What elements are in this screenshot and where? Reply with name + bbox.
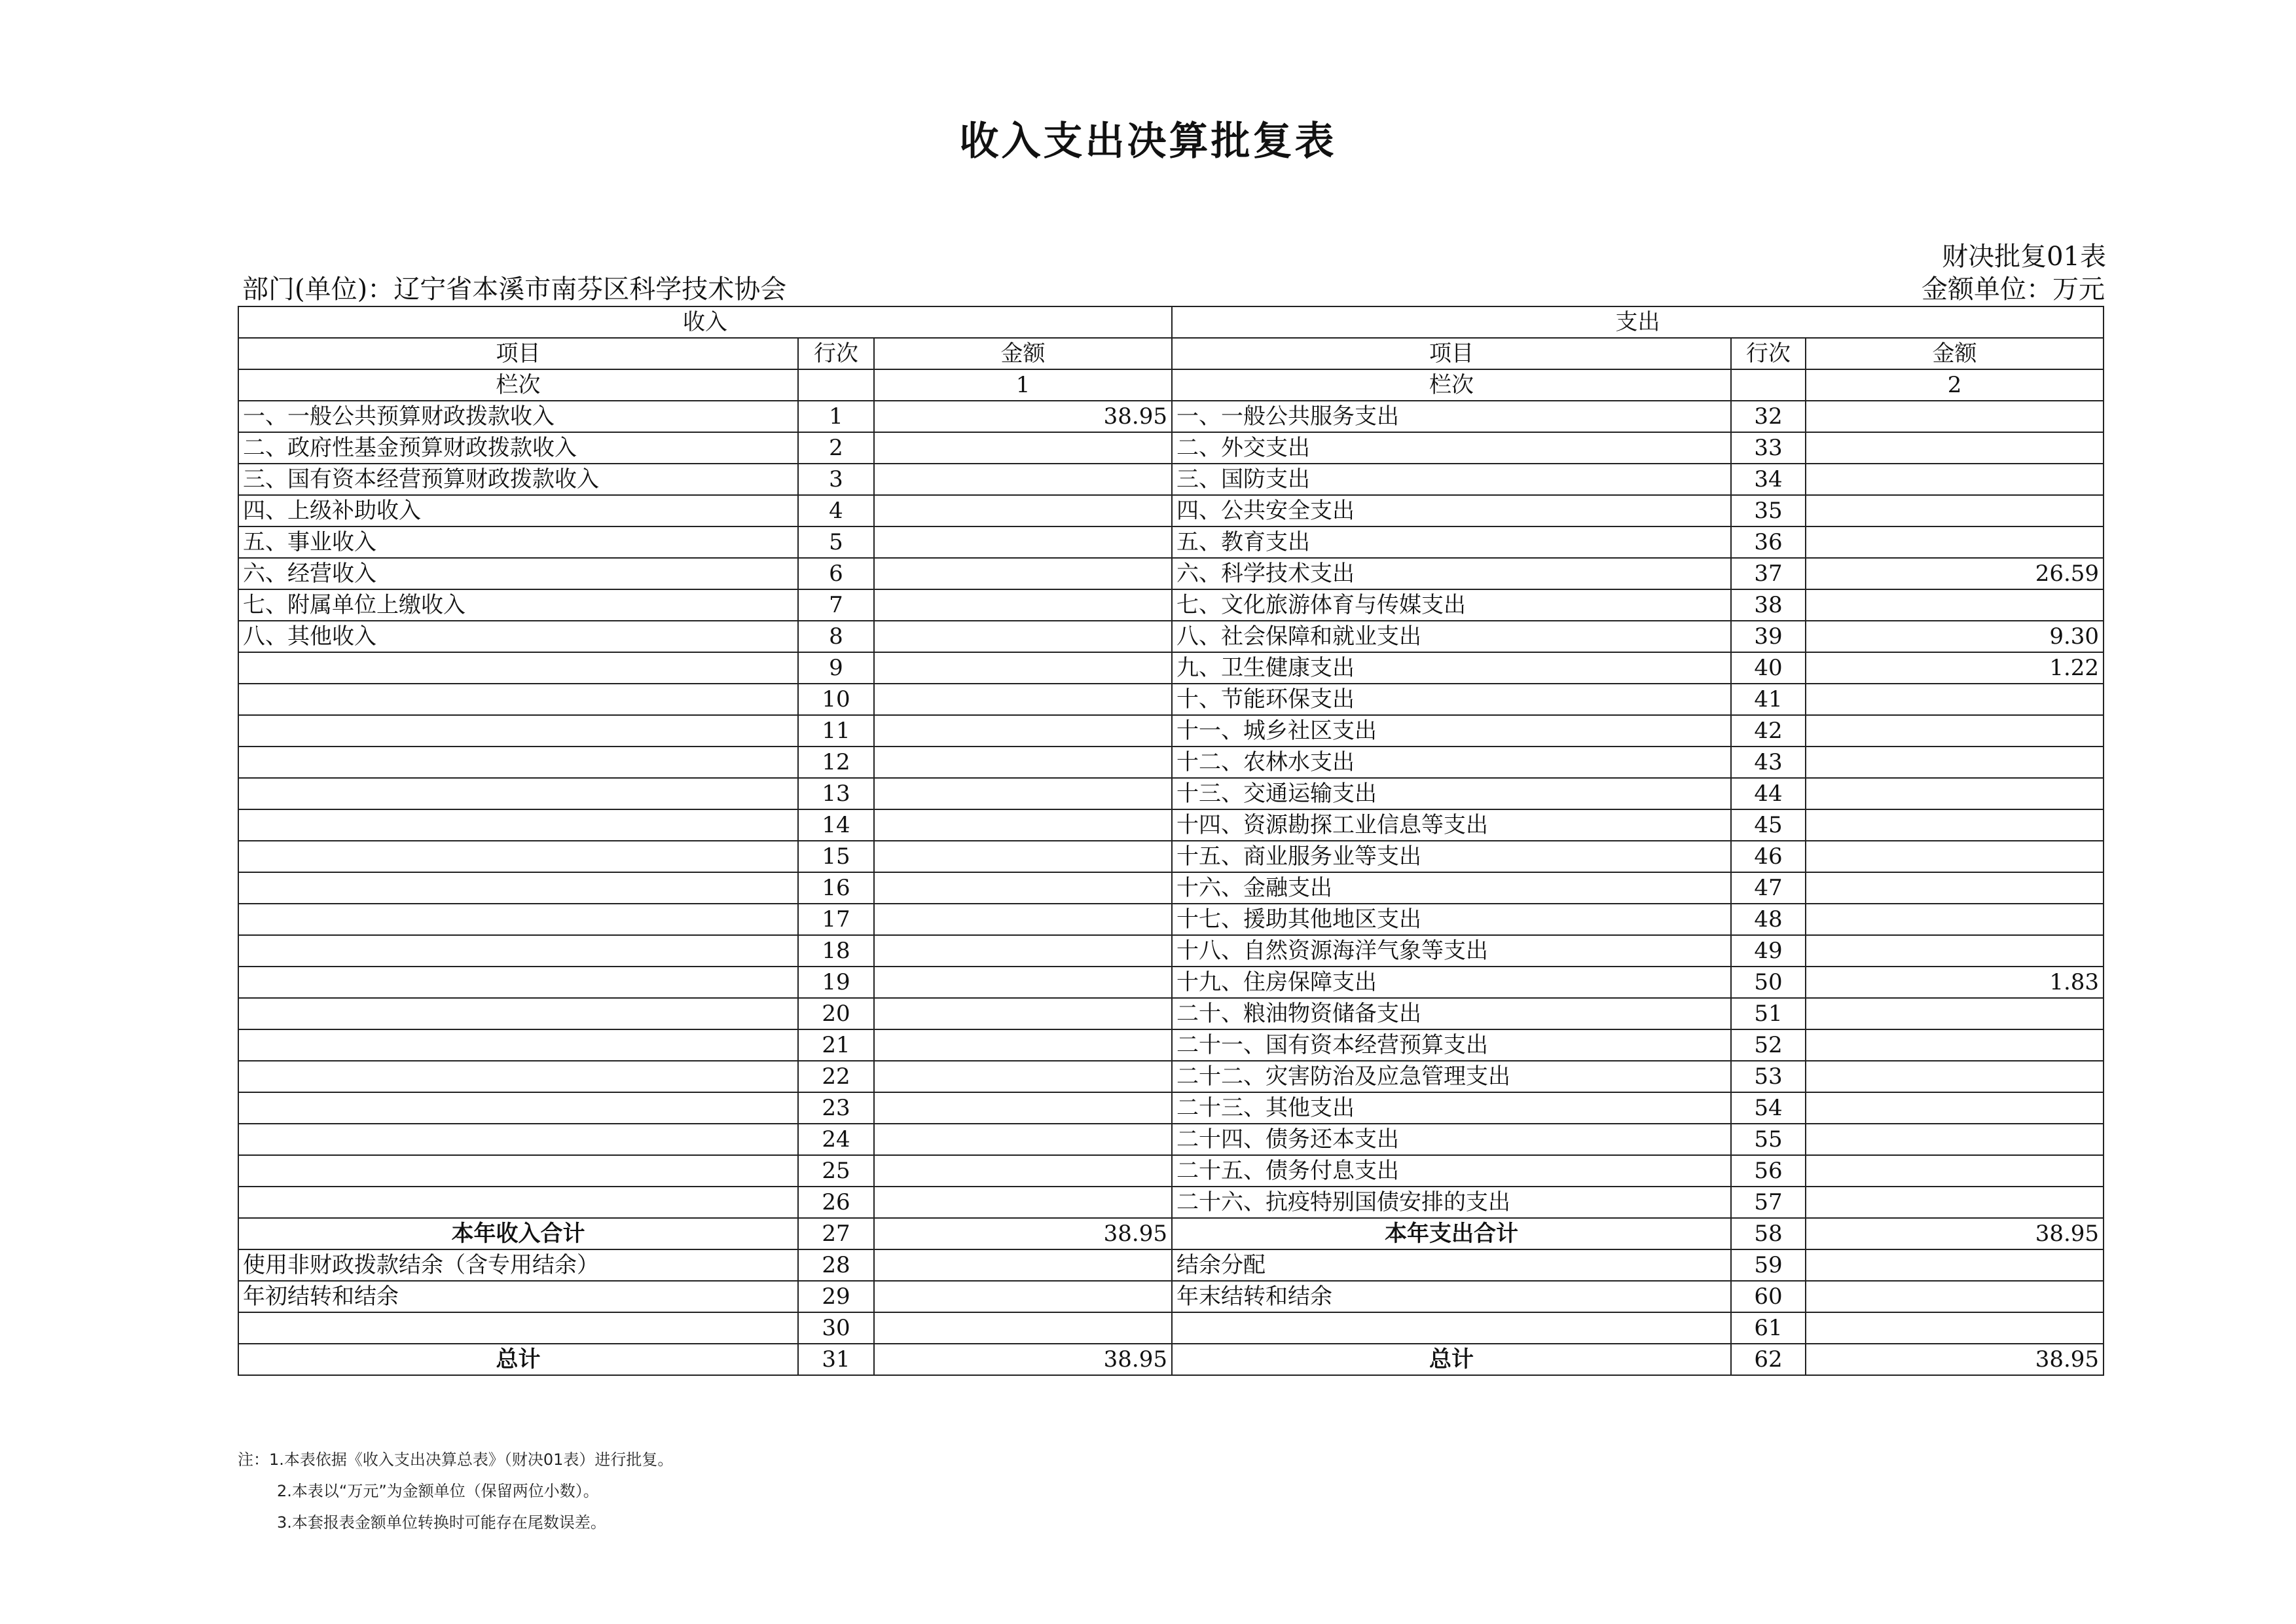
table-row: [238, 967, 2104, 998]
income-amount-cell: [874, 747, 1172, 778]
table-row: [238, 558, 2104, 589]
expense-row-number-cell: 58: [1731, 1218, 1806, 1249]
income-item-cell: [238, 1312, 798, 1344]
table-row: [238, 401, 2104, 432]
income-index-label: 栏次: [238, 369, 798, 401]
income-item-cell: [238, 1124, 798, 1155]
income-amount-cell: [874, 1124, 1172, 1155]
expense-amount-cell: [1806, 872, 2104, 904]
income-row-number-cell: 28: [798, 1249, 874, 1281]
income-amount-cell: [874, 935, 1172, 967]
expense-amount-cell: [1806, 495, 2104, 526]
income-amount-cell: 38.95: [874, 1218, 1172, 1249]
table-row: [238, 1061, 2104, 1092]
table-row: [238, 526, 2104, 558]
expense-amount-cell: [1806, 1281, 2104, 1312]
table-row: [238, 998, 2104, 1029]
income-amount-cell: 38.95: [874, 1344, 1172, 1375]
expense-amount-cell: [1806, 526, 2104, 558]
income-row-number-cell: 27: [798, 1218, 874, 1249]
expense-row-number-cell: 47: [1731, 872, 1806, 904]
table-row: [238, 809, 2104, 841]
expense-item-cell: 二十一、国有资本经营预算支出: [1172, 1029, 1731, 1061]
income-amount-cell: [874, 1092, 1172, 1124]
table-row: [238, 1281, 2104, 1312]
income-row-number-cell: 2: [798, 432, 874, 464]
income-item-cell: [238, 967, 798, 998]
expense-row-number-cell: 38: [1731, 589, 1806, 621]
income-item-cell: [238, 1061, 798, 1092]
expense-row-number-cell: 53: [1731, 1061, 1806, 1092]
expense-amount-cell: [1806, 809, 2104, 841]
income-row-number-cell: 31: [798, 1344, 874, 1375]
expense-row-number-cell: 45: [1731, 809, 1806, 841]
expense-item-cell: 十八、自然资源海洋气象等支出: [1172, 935, 1731, 967]
expense-item-cell: 本年支出合计: [1172, 1218, 1731, 1249]
table-row: [238, 1187, 2104, 1218]
expense-amount-header: 金额: [1806, 338, 2104, 369]
expense-item-cell: 十五、商业服务业等支出: [1172, 841, 1731, 872]
expense-amount-cell: 38.95: [1806, 1344, 2104, 1375]
expense-amount-cell: [1806, 1187, 2104, 1218]
expense-item-cell: 二十、粮油物资储备支出: [1172, 998, 1731, 1029]
expense-item-cell: 十六、金融支出: [1172, 872, 1731, 904]
income-row-number-cell: 19: [798, 967, 874, 998]
department-label: 部门(单位)：辽宁省本溪市南芬区科学技术协会: [242, 274, 787, 304]
income-amount-cell: [874, 998, 1172, 1029]
income-item-cell: [238, 904, 798, 935]
income-item-cell: [238, 747, 798, 778]
income-row-number-cell: 3: [798, 464, 874, 495]
page-title: 收入支出决算批复表: [959, 119, 1337, 164]
income-row-number-cell: 14: [798, 809, 874, 841]
income-index-empty: [798, 369, 874, 401]
expense-item-cell: 总计: [1172, 1344, 1731, 1375]
income-row-number-cell: 6: [798, 558, 874, 589]
expense-row-number-cell: 37: [1731, 558, 1806, 589]
table-row: [238, 715, 2104, 747]
expense-row-number-cell: 59: [1731, 1249, 1806, 1281]
expense-row-number-cell: 35: [1731, 495, 1806, 526]
column-header-row: [238, 338, 2104, 369]
note-3: 3.本套报表金额单位转换时可能存在尾数误差。: [277, 1513, 606, 1532]
income-item-header: 项目: [238, 338, 798, 369]
income-item-cell: [238, 809, 798, 841]
section-header-row: [238, 306, 2104, 338]
income-row-number-cell: 4: [798, 495, 874, 526]
table-row: [238, 432, 2104, 464]
expense-row-number-cell: 51: [1731, 998, 1806, 1029]
income-row-number-cell: 21: [798, 1029, 874, 1061]
income-row-number-cell: 23: [798, 1092, 874, 1124]
table-row: [238, 904, 2104, 935]
expense-item-cell: 结余分配: [1172, 1249, 1731, 1281]
income-amount-cell: [874, 464, 1172, 495]
income-row-number-cell: 13: [798, 778, 874, 809]
income-item-cell: 本年收入合计: [238, 1218, 798, 1249]
income-item-cell: 六、经营收入: [238, 558, 798, 589]
income-amount-cell: [874, 967, 1172, 998]
income-item-cell: 五、事业收入: [238, 526, 798, 558]
income-row-number-cell: 17: [798, 904, 874, 935]
income-amount-cell: [874, 1029, 1172, 1061]
income-row-number-cell: 18: [798, 935, 874, 967]
income-row-number-cell: 20: [798, 998, 874, 1029]
income-row-number-cell: 29: [798, 1281, 874, 1312]
note-2: 2.本表以“万元”为金额单位（保留两位小数）。: [277, 1482, 599, 1500]
income-item-cell: 四、上级补助收入: [238, 495, 798, 526]
income-amount-cell: [874, 621, 1172, 652]
income-row-number-cell: 11: [798, 715, 874, 747]
expense-row-number-cell: 33: [1731, 432, 1806, 464]
income-row-number-cell: 12: [798, 747, 874, 778]
income-item-cell: [238, 872, 798, 904]
expense-item-cell: 五、教育支出: [1172, 526, 1731, 558]
expense-amount-cell: [1806, 432, 2104, 464]
income-amount-cell: [874, 684, 1172, 715]
expense-row-number-cell: 61: [1731, 1312, 1806, 1344]
income-amount-cell: [874, 558, 1172, 589]
table-row: [238, 652, 2104, 684]
expense-row-number-cell: 32: [1731, 401, 1806, 432]
income-row-number-cell: 24: [798, 1124, 874, 1155]
income-item-cell: 二、政府性基金预算财政拨款收入: [238, 432, 798, 464]
expense-item-cell: 十九、住房保障支出: [1172, 967, 1731, 998]
expense-amount-cell: [1806, 589, 2104, 621]
expense-amount-cell: [1806, 1249, 2104, 1281]
expense-amount-cell: [1806, 401, 2104, 432]
expense-amount-cell: [1806, 841, 2104, 872]
expense-row-number-cell: 56: [1731, 1155, 1806, 1187]
income-row-number-cell: 15: [798, 841, 874, 872]
expense-row-number-cell: 57: [1731, 1187, 1806, 1218]
expense-amount-cell: [1806, 1092, 2104, 1124]
expense-item-cell: 十四、资源勘探工业信息等支出: [1172, 809, 1731, 841]
expense-index-empty: [1731, 369, 1806, 401]
income-amount-cell: [874, 872, 1172, 904]
expense-amount-cell: [1806, 1061, 2104, 1092]
income-item-cell: [238, 715, 798, 747]
income-item-cell: [238, 1092, 798, 1124]
income-item-cell: [238, 935, 798, 967]
column-index-row: [238, 369, 2104, 401]
income-amount-cell: [874, 904, 1172, 935]
income-row-number-cell: 16: [798, 872, 874, 904]
table-row: [238, 1249, 2104, 1281]
income-row-number-cell: 10: [798, 684, 874, 715]
expense-amount-cell: [1806, 715, 2104, 747]
income-col-number: 1: [874, 369, 1172, 401]
expense-item-cell: 二十五、债务付息支出: [1172, 1155, 1731, 1187]
expense-col-number: 2: [1806, 369, 2104, 401]
table-row: [238, 872, 2104, 904]
income-item-cell: 三、国有资本经营预算财政拨款收入: [238, 464, 798, 495]
income-item-cell: [238, 778, 798, 809]
expense-item-cell: 年末结转和结余: [1172, 1281, 1731, 1312]
expense-row-number-cell: 54: [1731, 1092, 1806, 1124]
expense-item-header: 项目: [1172, 338, 1731, 369]
income-amount-cell: 38.95: [874, 401, 1172, 432]
table-row: [238, 1155, 2104, 1187]
table-row: [238, 1029, 2104, 1061]
expense-item-cell: 十一、城乡社区支出: [1172, 715, 1731, 747]
income-row-number-cell: 25: [798, 1155, 874, 1187]
expense-item-cell: 九、卫生健康支出: [1172, 652, 1731, 684]
expense-row-number-cell: 39: [1731, 621, 1806, 652]
table-row: [238, 495, 2104, 526]
expense-row-number-cell: 55: [1731, 1124, 1806, 1155]
expense-row-number-cell: 42: [1731, 715, 1806, 747]
expense-item-cell: 十三、交通运输支出: [1172, 778, 1731, 809]
income-item-cell: 八、其他收入: [238, 621, 798, 652]
expense-amount-cell: [1806, 998, 2104, 1029]
income-amount-cell: [874, 495, 1172, 526]
expense-amount-cell: 26.59: [1806, 558, 2104, 589]
expense-item-cell: 二、外交支出: [1172, 432, 1731, 464]
expense-amount-cell: [1806, 1029, 2104, 1061]
expense-item-cell: 二十二、灾害防治及应急管理支出: [1172, 1061, 1731, 1092]
table-row: [238, 621, 2104, 652]
expense-row-number-cell: 48: [1731, 904, 1806, 935]
expense-row-number-cell: 46: [1731, 841, 1806, 872]
table-row: [238, 747, 2104, 778]
expense-header: 支出: [1172, 306, 2104, 338]
income-amount-cell: [874, 841, 1172, 872]
income-item-cell: [238, 652, 798, 684]
expense-amount-cell: [1806, 778, 2104, 809]
income-item-cell: 七、附属单位上缴收入: [238, 589, 798, 621]
expense-item-cell: 十二、农林水支出: [1172, 747, 1731, 778]
note-1: 注：1.本表依据《收入支出决算总表》（财决01表）进行批复。: [238, 1450, 674, 1469]
income-amount-cell: [874, 526, 1172, 558]
expense-item-cell: 二十六、抗疫特别国债安排的支出: [1172, 1187, 1731, 1218]
expense-item-cell: 三、国防支出: [1172, 464, 1731, 495]
income-item-cell: 总计: [238, 1344, 798, 1375]
expense-row-number-cell: 41: [1731, 684, 1806, 715]
expense-row-number-cell: 34: [1731, 464, 1806, 495]
expense-item-cell: 十、节能环保支出: [1172, 684, 1731, 715]
amount-unit-label: 金额单位：万元: [1922, 274, 2105, 304]
table-row: [238, 1218, 2104, 1249]
income-row-number-cell: 1: [798, 401, 874, 432]
expense-row-number-cell: 52: [1731, 1029, 1806, 1061]
income-amount-cell: [874, 809, 1172, 841]
expense-item-cell: 八、社会保障和就业支出: [1172, 621, 1731, 652]
expense-item-cell: 七、文化旅游体育与传媒支出: [1172, 589, 1731, 621]
income-item-cell: 使用非财政拨款结余（含专用结余）: [238, 1249, 798, 1281]
expense-row-number-cell: 36: [1731, 526, 1806, 558]
expense-row-header: 行次: [1731, 338, 1806, 369]
income-item-cell: [238, 841, 798, 872]
expense-row-number-cell: 49: [1731, 935, 1806, 967]
expense-amount-cell: [1806, 904, 2104, 935]
income-amount-cell: [874, 1155, 1172, 1187]
expense-item-cell: 二十三、其他支出: [1172, 1092, 1731, 1124]
income-row-header: 行次: [798, 338, 874, 369]
form-code: 财决批复01表: [1942, 242, 2106, 272]
expense-item-cell: [1172, 1312, 1731, 1344]
income-amount-header: 金额: [874, 338, 1172, 369]
expense-amount-cell: [1806, 747, 2104, 778]
income-amount-cell: [874, 778, 1172, 809]
table-row: [238, 684, 2104, 715]
income-amount-cell: [874, 1312, 1172, 1344]
expense-item-cell: 二十四、债务还本支出: [1172, 1124, 1731, 1155]
income-amount-cell: [874, 1187, 1172, 1218]
expense-amount-cell: 9.30: [1806, 621, 2104, 652]
income-row-number-cell: 9: [798, 652, 874, 684]
expense-item-cell: 十七、援助其他地区支出: [1172, 904, 1731, 935]
expense-amount-cell: [1806, 1155, 2104, 1187]
expense-amount-cell: 1.83: [1806, 967, 2104, 998]
expense-amount-cell: [1806, 684, 2104, 715]
income-amount-cell: [874, 715, 1172, 747]
expense-row-number-cell: 50: [1731, 967, 1806, 998]
expense-row-number-cell: 43: [1731, 747, 1806, 778]
income-header: 收入: [238, 306, 1172, 338]
income-item-cell: [238, 1155, 798, 1187]
expense-item-cell: 一、一般公共服务支出: [1172, 401, 1731, 432]
income-amount-cell: [874, 589, 1172, 621]
income-row-number-cell: 8: [798, 621, 874, 652]
expense-item-cell: 四、公共安全支出: [1172, 495, 1731, 526]
table-row: [238, 464, 2104, 495]
income-item-cell: [238, 998, 798, 1029]
income-amount-cell: [874, 1281, 1172, 1312]
income-row-number-cell: 7: [798, 589, 874, 621]
expense-row-number-cell: 40: [1731, 652, 1806, 684]
expense-amount-cell: [1806, 464, 2104, 495]
expense-item-cell: 六、科学技术支出: [1172, 558, 1731, 589]
expense-amount-cell: [1806, 1312, 2104, 1344]
income-row-number-cell: 30: [798, 1312, 874, 1344]
income-item-cell: [238, 1029, 798, 1061]
table-row: [238, 778, 2104, 809]
income-amount-cell: [874, 1061, 1172, 1092]
income-item-cell: [238, 684, 798, 715]
expense-index-label: 栏次: [1172, 369, 1731, 401]
expense-amount-cell: 38.95: [1806, 1218, 2104, 1249]
expense-amount-cell: 1.22: [1806, 652, 2104, 684]
table-row: [238, 841, 2104, 872]
footnotes: [238, 1444, 673, 1538]
income-item-cell: [238, 1187, 798, 1218]
income-item-cell: 年初结转和结余: [238, 1281, 798, 1312]
expense-amount-cell: [1806, 1124, 2104, 1155]
table-row: [238, 935, 2104, 967]
table-row: [238, 589, 2104, 621]
table-row: [238, 1344, 2104, 1375]
table-row: [238, 1124, 2104, 1155]
table-row: [238, 1092, 2104, 1124]
income-row-number-cell: 5: [798, 526, 874, 558]
expense-row-number-cell: 62: [1731, 1344, 1806, 1375]
table-row: [238, 1312, 2104, 1344]
expense-amount-cell: [1806, 935, 2104, 967]
income-row-number-cell: 26: [798, 1187, 874, 1218]
expense-row-number-cell: 44: [1731, 778, 1806, 809]
income-amount-cell: [874, 652, 1172, 684]
expense-row-number-cell: 60: [1731, 1281, 1806, 1312]
income-amount-cell: [874, 1249, 1172, 1281]
income-item-cell: 一、一般公共预算财政拨款收入: [238, 401, 798, 432]
income-row-number-cell: 22: [798, 1061, 874, 1092]
budget-table: [238, 306, 2104, 1376]
income-amount-cell: [874, 432, 1172, 464]
